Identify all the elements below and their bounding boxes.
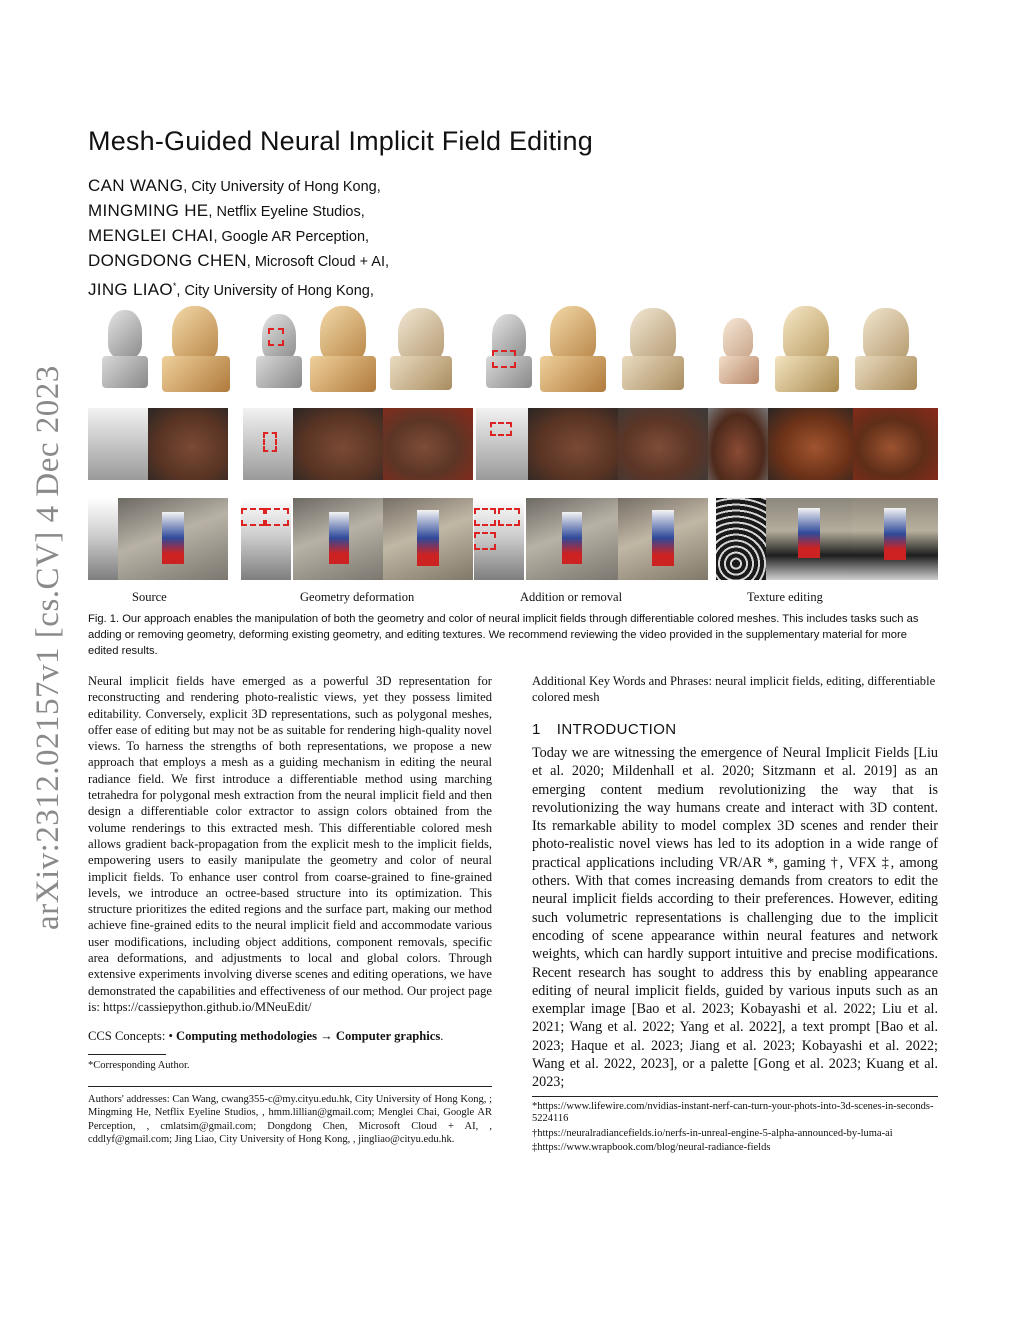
texture-robot-render-2: [766, 498, 852, 580]
arxiv-stamp: arXiv:2312.02157v1 [cs.CV] 4 Dec 2023: [30, 365, 66, 930]
deform-head-render-1: [293, 408, 383, 480]
deform-head-render-2: [383, 408, 473, 480]
texture-head-render-2: [768, 408, 853, 480]
addition-head-mesh: [476, 408, 536, 480]
author-line: [88, 174, 608, 199]
author-affiliation: , Microsoft Cloud + AI,: [246, 254, 390, 270]
right-column: [532, 673, 938, 1157]
author-name: DONGDONG CHEN: [88, 251, 247, 270]
texture-robot-render-1: [716, 498, 766, 580]
footnote-vfx: ‡https://www.wrapbook.com/blog/neural-radiance-fields: [532, 1142, 771, 1154]
figure-label-source: Source: [132, 590, 167, 604]
author-name: MENGLEI CHAI: [88, 226, 214, 245]
keywords: Additional Key Words and Phrases: neural implicit fields, editing, differentiable colored mesh: [532, 674, 936, 704]
author-affiliation: , City University of Hong Kong,: [176, 282, 374, 299]
corresponding-mark: *: [172, 281, 177, 291]
abstract: Neural implicit fields have emerged as a powerful 3D representation for reconstructing and rendering photo-realistic views, yet they possess limited editability. Conversely, explicit 3D representations, such as polygonal meshes, offer ease of editing but may not be as suitable for rendering high-quality novel views. To harness the strengths of both representations, we propose a new approach that employs a mesh as a guiding mechanism in editing the neural radiance field. We first introduce a differentiable method using marching tetrahedra for polygonal mesh extraction from the neural implicit field and then design a differentiable color extractor to assign colors obtained from the volume renderings to this extracted mesh. This differentiable colored mesh allows gradient back-propagation from the explicit mesh to the implicit fields, empowering users to easily manipulate the geometry and color of neural implicit fields. To enhance user control from coarse-grained to fine-grained levels, we introduce an octree-based structure into its optimization. This structure prioritizes the edited regions and the surface part, making our method achieve fine-grained edits to the neural implicit field and accommodate various user modifications, including object additions, component removals, specific area deformations, and adjustments to local and global colors. Through extensive experiments involving diverse scenes and editing operations, we have demonstrated the capabilities and effectiveness of our method. Our project page is: https://cassiepython.github.io/MNeuEdit/: [88, 674, 492, 1014]
figure-1-image-grid: [88, 304, 938, 589]
footnote-corresponding: *Corresponding Author.: [88, 1060, 190, 1072]
footnote-vr-ar: *https://www.lifewire.com/nvidias-instant-nerf-can-turn-your-phots-into-3d-scenes-in-seconds-5224116: [532, 1100, 934, 1125]
section-heading: [532, 721, 938, 738]
addition-head-render-2: [618, 408, 708, 480]
author-line: [88, 199, 608, 224]
address-rule: [88, 1086, 492, 1087]
figure-label-texture-editing: Texture editing: [747, 590, 823, 604]
figure-label-addition-removal: Addition or removal: [520, 590, 623, 604]
author-line: [88, 224, 608, 249]
deform-robot-render-1: [293, 498, 383, 580]
author-name: CAN WANG: [88, 176, 184, 195]
ccs-suffix: .: [440, 1029, 444, 1044]
figure-caption: Fig. 1. Our approach enables the manipulation of both the geometry and color of neural implicit fields through differentiable colored meshes. This includes tasks such as adding or removing geometry, deforming existing geometry, and editing textures. We recommend reviewing the video provided in the supplementary material for more edited results.: [88, 613, 919, 657]
figure-label-geometry-deformation: Geometry deformation: [300, 590, 415, 604]
texture-head-render-1: [708, 408, 768, 480]
deform-robot-render-2: [383, 498, 473, 580]
author-line: [88, 249, 608, 274]
addition-removal-bust-images: [478, 304, 703, 394]
author-addresses: Authors' addresses: Can Wang, cwang355-c@my.cityu.edu.hk, City University of Hong Kong, ; Mingming He, Netflix Eyeline Studios, , hmm.lillian@gmail.com; Menglei Chai, Google AR Perception, , cmlatsim@gmail.com; Dongdong Chen, Microsoft Cloud + AI, , cddlyf@gmail.com; Jing Liao, City University of Hong Kong, , jingliao@cityu.edu.hk.: [88, 1094, 492, 1145]
addition-head-render-1: [528, 408, 618, 480]
author-line: [88, 274, 608, 303]
source-head-render: [148, 408, 228, 480]
source-head-mesh: [88, 408, 148, 480]
section-title: INTRODUCTION: [556, 721, 677, 738]
texture-head-render-3: [853, 408, 938, 480]
author-name: JING LIAO: [88, 279, 173, 299]
ccs-concepts: [88, 1028, 492, 1044]
texture-robot-render-3: [852, 498, 938, 580]
paper-title: Mesh-Guided Neural Implicit Field Editing: [88, 126, 593, 156]
deform-robot-mesh: [241, 498, 291, 580]
author-list: [88, 174, 608, 303]
footnote-rule: [88, 1054, 166, 1055]
author-name: MINGMING HE: [88, 201, 209, 220]
addition-robot-render-2: [618, 498, 708, 580]
section-number: 1: [532, 721, 541, 738]
source-robot-render: [118, 498, 228, 580]
texture-editing-bust-images: [713, 304, 938, 394]
footnote-gaming: †https://neuralradiancefields.io/nerfs-in-unreal-engine-5-alpha-announced-by-luma-ai: [532, 1127, 893, 1139]
author-affiliation: , Google AR Perception,: [213, 229, 370, 245]
author-affiliation: , Netflix Eyeline Studios,: [208, 204, 365, 220]
introduction-text: Today we are witnessing the emergence of Neural Implicit Fields [Liu et al. 2020; Mildenhall et al. 2020; Sitzmann et al. 2019] as an emerging content medium revolutionizing the way that is revolutionizing the way humans create and interact with 3D content. Its remarkable ability to model complex 3D scenes and render their photo-realistic novel views has led to its adoption in a wide range of practical applications including VR/AR *, gaming †, VFX ‡, among others. With that comes increasing demands from creators to edit the neural implicit fields according to their preferences. However, editing such volumetric representations is challenging due to the implicit encoding of scene appearance within neural features and network weights, which can hardly support intuitive and precise modifications. Recent research has sought to address this by enabling appearance editing of neural implicit fields, guided by various inputs such as an exemplar image [Bao et al. 2023; Kobayashi et al. 2022; Liu et al. 2021; Wang et al. 2022; Yang et al. 2022], a text prompt [Bao et al. 2023; Haque et al. 2023; Jiang et al. 2023; Kobayashi et al. 2022; Wang et al. 2022, 2023], or a palette [Gong et al. 2023; Kuang et al. 2023;: [532, 745, 938, 1091]
author-affiliation: , City University of Hong Kong,: [183, 179, 381, 195]
ccs-bold: Computing methodologies → Computer graphics: [176, 1029, 441, 1044]
ccs-prefix: CCS Concepts: •: [88, 1029, 177, 1044]
geometry-deformation-bust-images: [248, 304, 458, 394]
left-column: [88, 673, 492, 1146]
addition-robot-render-1: [526, 498, 618, 580]
right-footnote-rule: [532, 1096, 938, 1097]
addition-robot-mesh: [474, 498, 524, 580]
